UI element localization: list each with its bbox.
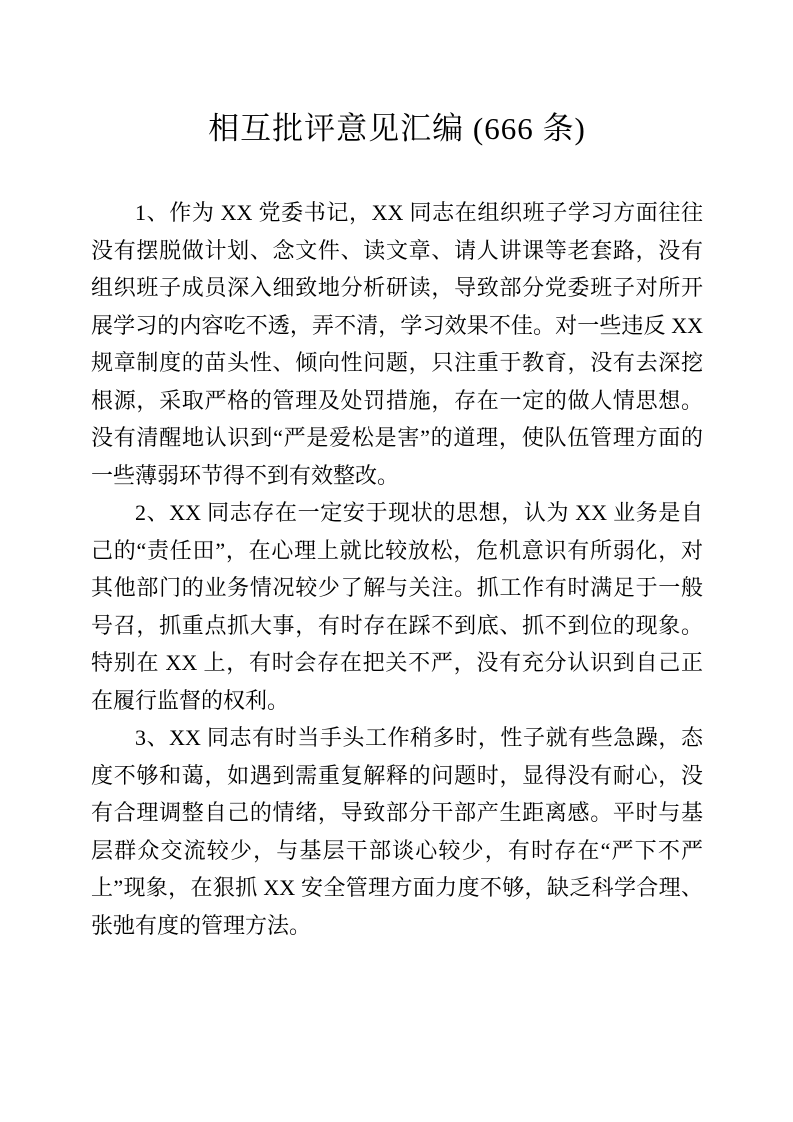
document-title: 相互批评意见汇编 (666 条) <box>208 111 586 146</box>
paragraph-3: 3、XX 同志有时当手头工作稍多时，性子就有些急躁，态度不够和蔼，如遇到需重复解释的问题时，显得没有耐心，没有合理调整自己的情绪，导致部分干部产生距离感。平时与基层群众交流较少，与基层干部谈心较少，有时存在“严下不严上”现象，在狠抓 XX 安全管理方面力度不够，缺乏科学合理、张弛有度的管理方法。 <box>91 725 703 938</box>
paragraph-1: 1、作为 XX 党委书记，XX 同志在组织班子学习方面往往没有摆脱做计划、念文件、读文章、请人讲课等老套路，没有组织班子成员深入细致地分析研读，导致部分党委班子对所开展学习的内容吃不透，弄不清，学习效果不佳。对一些违反 XX 规章制度的苗头性、倾向性问题，只注重于教育，没有去深挖根源，采取严格的管理及处罚措施，存在一定的做人情思想。没有清醒地认识到“严是爱松是害”的道理，使队伍管理方面的一些薄弱环节得不到有效整改。 <box>91 200 703 488</box>
paragraph-2: 2、XX 同志存在一定安于现状的思想，认为 XX 业务是自己的“责任田”，在心理上就比较放松，危机意识有所弱化，对其他部门的业务情况较少了解与关注。抓工作有时满足于一般号召，抓重点抓大事，有时存在踩不到底、抓不到位的现象。特别在 XX 上，有时会存在把关不严，没有充分认识到自己正在履行监督的权利。 <box>91 500 703 713</box>
document-body <box>91 194 703 944</box>
